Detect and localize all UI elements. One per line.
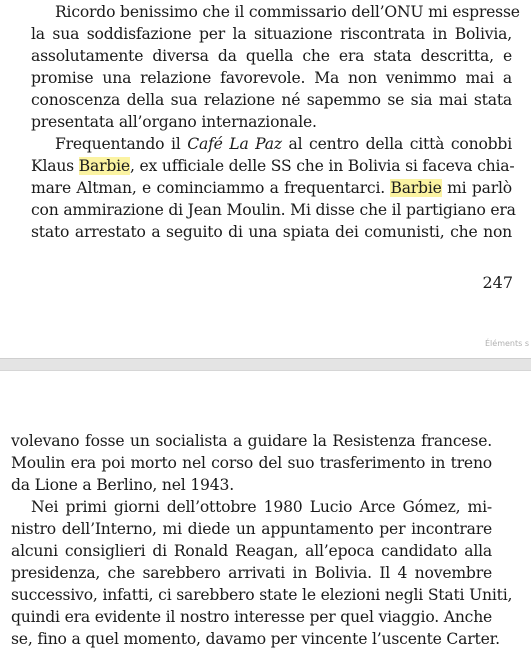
text-span: presentata all’organo internazionale. xyxy=(31,113,317,131)
page-number: 247 xyxy=(482,273,513,292)
text-line: da Lione a Berlino, nel 1943. xyxy=(11,476,234,494)
text-line: Moulin era poi morto nel corso del suo trasferimento in treno xyxy=(11,454,492,472)
text-line xyxy=(31,155,515,177)
text-line xyxy=(31,199,516,221)
text-line xyxy=(31,133,512,155)
cafe-name-italic: Café La Paz xyxy=(187,135,282,153)
book-page-248 xyxy=(0,371,531,656)
text-line xyxy=(31,111,512,133)
text-span: mi parlò xyxy=(441,179,512,197)
search-highlight[interactable]: Barbie xyxy=(390,179,442,197)
text-line: alcuni consiglieri di Ronald Reagan, all’epoca candidato alla xyxy=(11,542,492,560)
text-line: volevano fosse un socialista a guidare la Resistenza francese. xyxy=(11,432,492,450)
text-line: Nei primi giorni dell’ottobre 1980 Lucio Arce Gómez, mi- xyxy=(31,498,492,516)
text-span: con ammirazione di Jean Moulin. Mi disse che il partigiano era xyxy=(31,201,516,219)
text-span: Ricordo benissimo che il commissario dell’ONU mi espresse xyxy=(55,3,520,21)
text-span: , ex ufficiale delle SS che in Bolivia si faceva chia- xyxy=(129,157,515,175)
page-separator xyxy=(0,358,531,371)
text-line xyxy=(31,89,512,111)
search-highlight[interactable]: Barbie xyxy=(78,157,130,175)
text-span: stato arrestato a seguito di una spiata dei comunisti, che non xyxy=(31,223,512,241)
text-span: Klaus xyxy=(31,157,79,175)
text-span: mare Altman, e cominciammo a frequentarci. xyxy=(31,179,391,197)
text-line xyxy=(31,221,512,243)
text-line: presidenza, che sarebbero arrivati in Bolivia. Il 4 novembre xyxy=(11,564,492,582)
text-line xyxy=(31,45,512,67)
text-span: al centro della città conobbi xyxy=(281,135,513,153)
text-span: assolutamente diversa da quella che era stata descritta, e xyxy=(31,47,512,65)
text-line: successivo, infatti, ci sarebbero state le elezioni negli Stati Uniti, xyxy=(11,586,513,604)
text-line xyxy=(31,23,512,45)
text-line: quindi era evidente il nostro interesse per quel viaggio. Anche xyxy=(11,608,493,626)
text-line: nistro dell’Interno, mi diede un appuntamento per incontrare xyxy=(11,520,492,538)
text-span: Frequentando il xyxy=(55,135,188,153)
text-line xyxy=(31,1,520,23)
text-line xyxy=(31,67,512,89)
text-span: la sua soddisfazione per la situazione riscontrata in Bolivia, xyxy=(31,25,512,43)
text-line xyxy=(31,177,512,199)
text-line: se, fino a quel momento, davamo per vincente l’uscente Carter. xyxy=(11,630,500,648)
text-span: conoscenza della sua relazione né sapemmo se sia mai stata xyxy=(31,91,512,109)
viewer-label: Éléments s xyxy=(485,339,529,348)
text-span: promise una relazione favorevole. Ma non venimmo mai a xyxy=(31,69,512,87)
